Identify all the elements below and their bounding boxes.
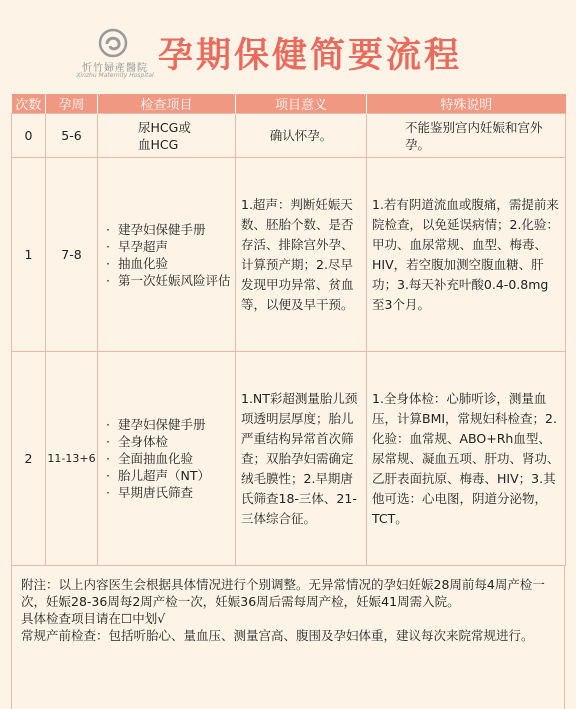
column-header: 孕周 [46,94,98,114]
exam-item: · 全身体检 [104,433,235,450]
exam-item: · 早期唐氏筛查 [104,484,235,501]
special-notes [367,114,566,158]
table-header-row [12,94,566,114]
footer-routine-check: 常规产前检查：包括听胎心、量血压、测量宫高、腹围及孕妇体重，建议每次来院常规进行。 [21,628,534,643]
table-row [12,352,566,566]
exam-item: · 抽血化验 [104,255,235,272]
footer-note: 附注：以上内容医生会根据具体情况进行个别调整。无异常情况的孕妇妊娠28周前每4周产检一次，妊娠28-36周每2周产检一次，妊娠36周后需每周产检，妊娠41周需入院。 [21,577,545,609]
column-header: 检查项目 [98,94,236,114]
table-row [12,114,566,158]
gestational-week: 5-6 [46,114,98,158]
prenatal-schedule-table [11,94,566,566]
hospital-name-cn: 忻竹婦產醫院 [82,63,148,74]
exam-item: · 早孕超声 [104,238,235,255]
hospital-logo [72,28,158,78]
exam-items [98,114,236,158]
visit-number: 2 [12,352,46,566]
table-row [12,158,566,352]
exam-item: · 建孕妇保健手册 [104,221,235,238]
special-notes-text: 1.若有阴道流血或腹痛，需提前来院检查，以免延误病情；2.化验：甲功、血尿常规、血型、梅毒、HIV，若空腹加测空腹血糖、肝功；3.每天补充叶酸0.4-0.8mg至3个月。 [372,196,559,312]
gestational-week: 7-8 [46,158,98,352]
hospital-name-en: Xinzhu Maternity Hospital [76,72,154,79]
exam-item: · 全面抽血化验 [104,450,235,467]
exam-meaning-text: 1.NT彩超测量胎儿颈项透明层厚度；胎儿严重结构异常首次筛查；双胎孕妇需确定绒毛膜性；2.早期唐氏筛查18-三体、21-三体综合征。 [241,390,358,526]
exam-meaning [236,158,367,352]
exam-item: 尿HCG或 [138,119,191,135]
exam-item: 血HCG [138,136,179,152]
exam-meaning [236,352,367,566]
exam-meaning: 确认怀孕。 [236,114,367,158]
exam-item: · 建孕妇保健手册 [104,416,235,433]
column-header: 次数 [12,94,46,114]
exam-item: · 胎儿超声（NT） [104,467,235,484]
exam-items [98,158,236,352]
exam-items [98,352,236,566]
hospital-logo-icon [98,28,128,58]
column-header: 项目意义 [236,94,367,114]
exam-meaning-text: 1.超声：判断妊娠天数、胚胎个数、是否存活、排除宫外孕、计算预产期；2.尽早发现甲功异常、贫血等，以便及早干预。 [241,196,354,312]
exam-item: · 第一次妊娠风险评估 [104,272,235,289]
footer-notes [11,565,565,709]
special-notes [367,352,566,566]
special-notes-text: 1.全身体检：心肺听诊，测量血压，计算BMI，常规妇科检查；2.化验：血常规、ABO+Rh血型、尿常规、凝血五项、肝功、肾功、乙肝表面抗原、梅毒、HIV；3.其他可选：心电图，阴道分泌物，TCT。 [372,390,560,526]
visit-number: 1 [12,158,46,352]
visit-number: 0 [12,114,46,158]
page-header [0,0,576,94]
footer-check-instruction: 具体检查项目请在☐中划√ [21,611,166,626]
special-notes-text: 不能鉴别宫内妊娠和宫外孕。 [405,119,543,152]
column-header: 特殊说明 [367,94,566,114]
gestational-week: 11-13+6 [46,352,98,566]
page-title: 孕期保健简要流程 [158,36,463,76]
special-notes [367,158,566,352]
